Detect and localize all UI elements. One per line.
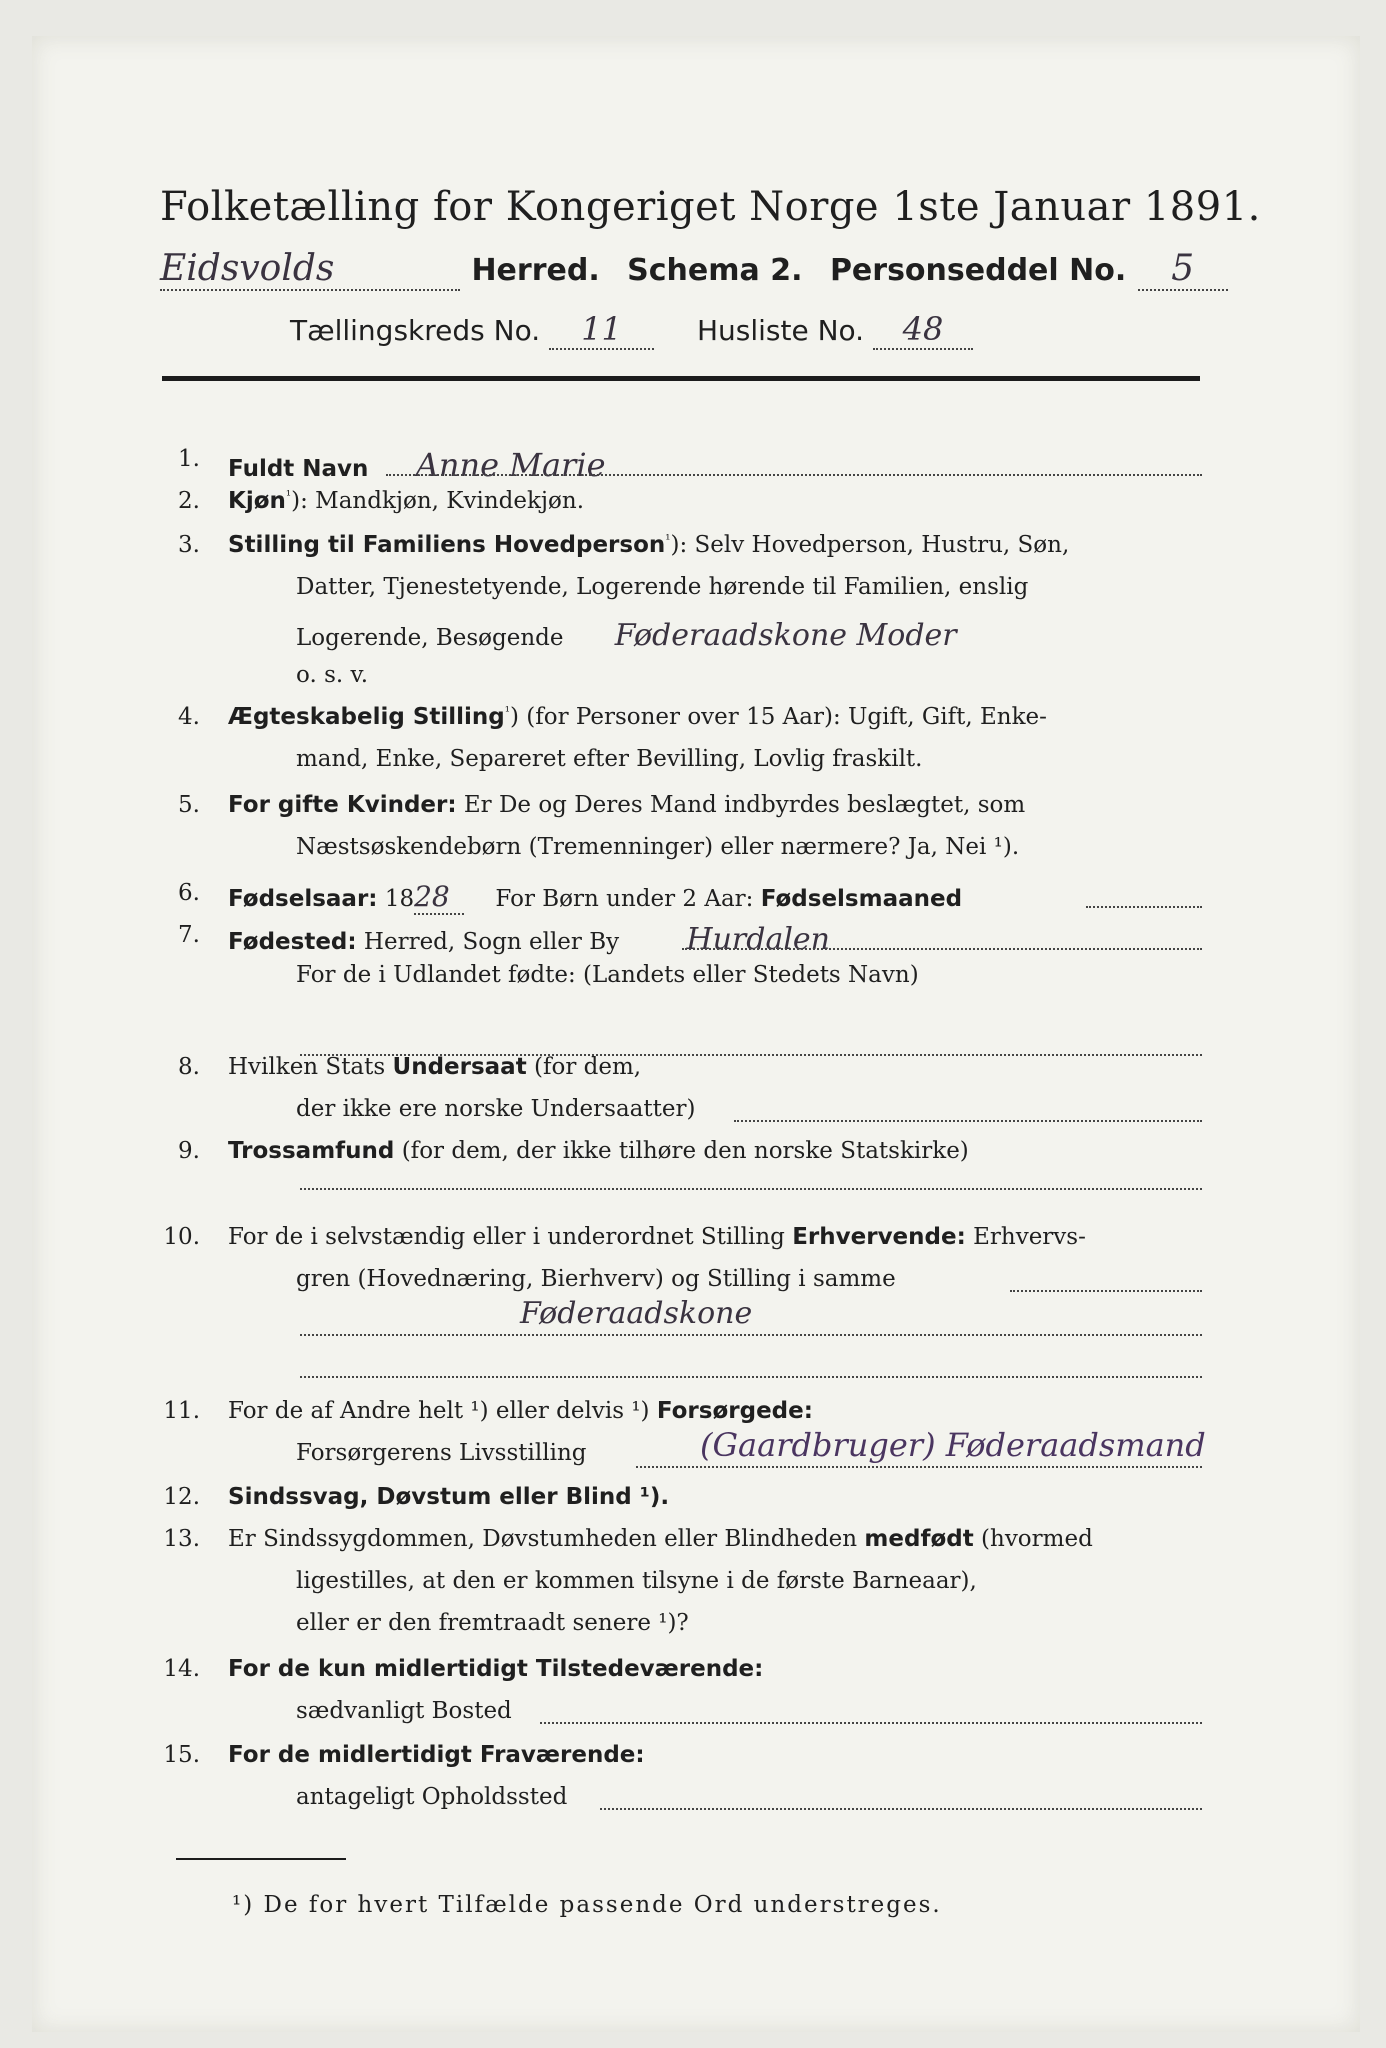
q11-label: Forsørgede: xyxy=(656,1398,813,1424)
q3-line4: o. s. v. xyxy=(296,662,369,688)
kreds-line xyxy=(290,310,973,350)
item-number: 12. xyxy=(163,1484,200,1510)
item-number: 5. xyxy=(178,792,200,818)
q14-text: For de kun midlertidigt Tilstedeværende: xyxy=(228,1656,764,1682)
q11-row xyxy=(228,1398,813,1424)
q10-text2: Erhvervs- xyxy=(973,1224,1086,1250)
q10-answer-line xyxy=(300,1334,1202,1336)
q13-row xyxy=(228,1526,1093,1552)
q6-prefix: 18 xyxy=(384,886,415,912)
q12-text: Sindssvag, Døvstum eller Blind ¹). xyxy=(228,1484,670,1510)
item-number: 13. xyxy=(163,1526,200,1552)
herred-name: Eidsvolds xyxy=(160,248,460,291)
q10-row xyxy=(228,1224,1086,1250)
q6-label: Fødselsaar: xyxy=(228,886,378,912)
footnote-marker: ¹ xyxy=(665,532,671,548)
herred-label: Herred. xyxy=(471,253,600,288)
q3-row xyxy=(228,532,1069,558)
personseddel-no: 5 xyxy=(1138,248,1228,291)
q9-text: (for dem, der ikke tilhøre den norske Statskirke) xyxy=(401,1138,969,1164)
q6-label2: Fødselsmaaned xyxy=(760,886,963,912)
kreds-label: Tællingskreds No. xyxy=(290,314,541,347)
q8-text2: (for dem, xyxy=(534,1054,642,1080)
item-number: 3. xyxy=(178,532,200,558)
q3-line3-text: Logerende, Besøgende xyxy=(296,625,564,651)
q15-text: For de midlertidigt Fraværende: xyxy=(228,1742,645,1768)
footnote-rule xyxy=(176,1858,346,1860)
q7-line2: For de i Udlandet fødte: (Landets eller Stedets Navn) xyxy=(296,962,919,988)
q13-label: medfødt xyxy=(864,1526,974,1552)
q6-value: 28 xyxy=(414,880,464,915)
q11-dotted-line xyxy=(636,1466,1202,1468)
q11-line2: Forsørgerens Livsstilling xyxy=(296,1440,587,1466)
item-number: 10. xyxy=(163,1224,200,1250)
husliste-label: Husliste No. xyxy=(696,314,865,347)
q11-text: For de af Andre helt ¹) eller delvis ¹) xyxy=(228,1398,650,1424)
q8-text: Hvilken Stats xyxy=(228,1054,386,1080)
q3-options: ): Selv Hovedperson, Hustru, Søn, xyxy=(670,532,1070,558)
q7-label: Fødested: xyxy=(228,929,357,955)
q3-line3 xyxy=(296,618,957,653)
q6-text: For Børn under 2 Aar: xyxy=(495,886,754,912)
item-number: 1. xyxy=(178,446,200,472)
item-number: 11. xyxy=(163,1398,200,1424)
item-number: 9. xyxy=(178,1138,200,1164)
q4-options: ) (for Personer over 15 Aar): Ugift, Gift, Enke- xyxy=(509,704,1047,730)
q13-line3: eller er den fremtraadt senere ¹)? xyxy=(296,1610,689,1636)
herred-line xyxy=(160,248,1228,291)
q2-label: Kjøn xyxy=(228,488,286,514)
form-title: Folketælling for Kongeriget Norge 1ste Januar 1891. xyxy=(160,184,1261,230)
q4-label: Ægteskabelig Stilling xyxy=(228,704,505,730)
q3-line2: Datter, Tjenestetyende, Logerende hørende til Familien, enslig xyxy=(296,574,1029,600)
q5-row xyxy=(228,792,1025,818)
q13-text2: (hvormed xyxy=(981,1526,1093,1552)
personseddel-label: Personseddel No. xyxy=(829,253,1127,288)
q8-row xyxy=(228,1054,641,1080)
husliste-no: 48 xyxy=(873,310,973,350)
q7-dotted-line xyxy=(682,948,1202,950)
q1-label: Fuldt Navn xyxy=(228,456,369,482)
q10-label: Erhvervende: xyxy=(792,1224,966,1250)
q5-label: For gifte Kvinder: xyxy=(228,792,457,818)
q14-dotted-line xyxy=(540,1722,1202,1724)
item-number: 6. xyxy=(178,880,200,906)
footnote-marker: ¹ xyxy=(285,488,292,504)
q15-dotted-line xyxy=(600,1808,1202,1810)
q13-line2: ligestilles, at den er kommen tilsyne i de første Barneaar), xyxy=(296,1568,977,1594)
item-number: 8. xyxy=(178,1054,200,1080)
q4-line2: mand, Enke, Separeret efter Bevilling, Lovlig fraskilt. xyxy=(296,746,923,772)
q5-line2: Næstsøskendebørn (Tremenninger) eller nærmere? Ja, Nei ¹). xyxy=(296,834,1020,860)
q9-answer-line xyxy=(300,1188,1202,1190)
item-number: 4. xyxy=(178,704,200,730)
q7-row xyxy=(228,922,830,957)
q6-row xyxy=(228,880,962,915)
q8-label: Undersaat xyxy=(392,1054,527,1080)
item-number: 14. xyxy=(163,1656,200,1682)
q14-line2: sædvanligt Bosted xyxy=(296,1698,512,1724)
q1-dotted-line xyxy=(386,474,1202,476)
q4-row xyxy=(228,704,1047,730)
q2-row xyxy=(228,488,584,514)
q1-row xyxy=(228,446,606,484)
q10-text: For de i selvstændig eller i underordnet Stilling xyxy=(228,1224,785,1250)
q9-label: Trossamfund xyxy=(228,1138,395,1164)
item-number: 2. xyxy=(178,488,200,514)
q7-value: Hurdalen xyxy=(686,922,831,957)
q15-line2: antageligt Opholdssted xyxy=(296,1784,568,1810)
q2-options: ): Mandkjøn, Kvindekjøn. xyxy=(291,488,585,514)
q9-row xyxy=(228,1138,969,1164)
q7-text: Herred, Sogn eller By xyxy=(363,929,620,955)
footnote-marker: ¹ xyxy=(504,704,510,720)
q10-value: Føderaadskone xyxy=(520,1296,753,1331)
q8-dotted-line xyxy=(734,1120,1202,1122)
q6-dotted-line xyxy=(1086,906,1202,908)
q10-answer-line-2 xyxy=(300,1376,1202,1378)
q11-value: (Gaardbruger) Føderaadsmand xyxy=(700,1426,1206,1464)
q10-line2: gren (Hovednæring, Bierhverv) og Stilling i samme xyxy=(296,1266,896,1292)
q1-value: Anne Marie xyxy=(415,446,606,484)
q10-dotted-line xyxy=(1010,1290,1202,1292)
header-rule xyxy=(162,376,1200,381)
footnote: ¹) De for hvert Tilfælde passende Ord understreges. xyxy=(232,1892,942,1918)
kreds-no: 11 xyxy=(549,310,654,350)
q5-text: Er De og Deres Mand indbyrdes beslægtet, som xyxy=(463,792,1026,818)
q3-label: Stilling til Familiens Hovedperson xyxy=(228,532,666,558)
schema-label: Schema 2. xyxy=(627,253,803,288)
q3-value: Føderaadskone Moder xyxy=(614,618,957,653)
item-number: 15. xyxy=(163,1742,200,1768)
q13-text: Er Sindssygdommen, Døvstumheden eller Blindheden xyxy=(228,1526,858,1552)
item-number: 7. xyxy=(178,922,200,948)
q8-line2: der ikke ere norske Undersaatter) xyxy=(296,1096,696,1122)
